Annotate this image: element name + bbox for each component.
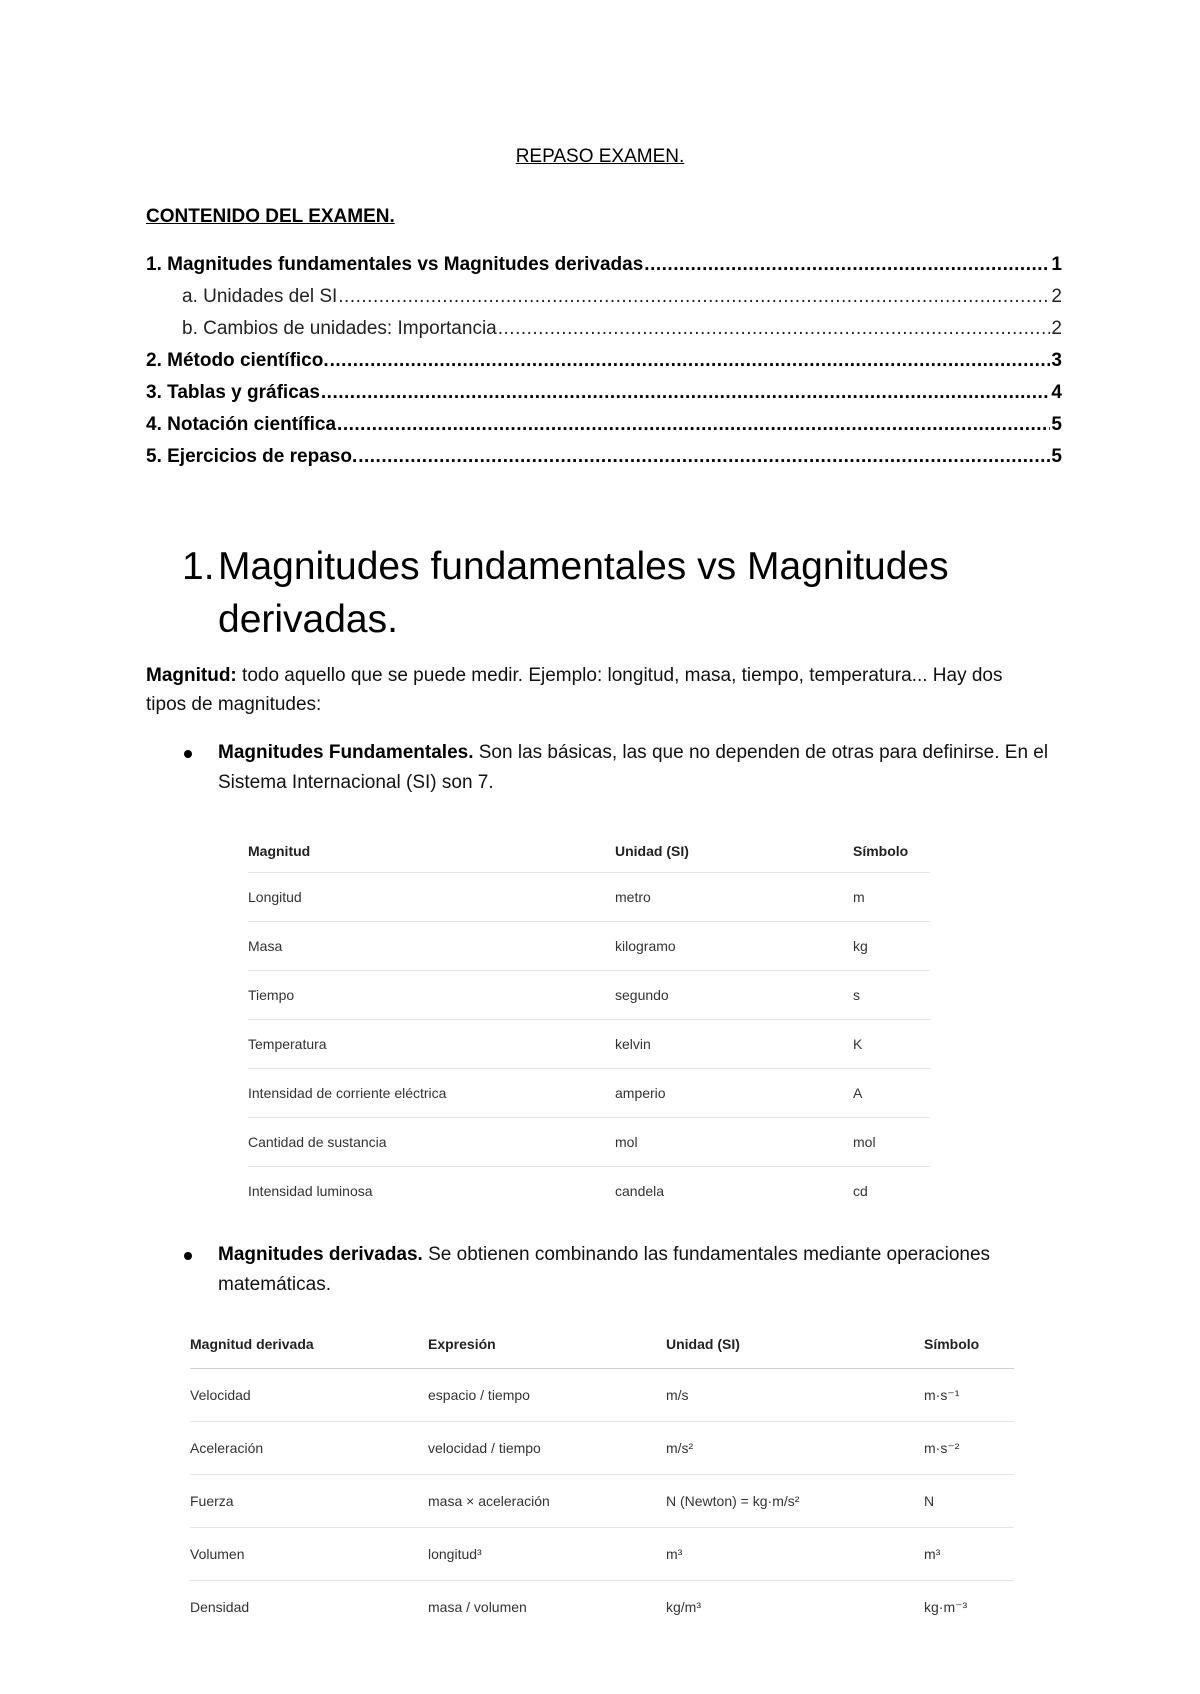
table-row: [248, 1118, 930, 1167]
toc-entry-page: 3: [1051, 350, 1062, 371]
table-cell: m·s⁻¹: [924, 1369, 1014, 1422]
derived-magnitudes-table: [190, 1320, 1014, 1633]
table-row: [190, 1581, 1014, 1634]
bullet-term: Magnitudes derivadas.: [218, 1244, 423, 1265]
toc-heading: CONTENIDO DEL EXAMEN.: [146, 206, 395, 227]
column-header: Unidad (SI): [615, 843, 689, 859]
table-row: [190, 1528, 1014, 1581]
toc-entry-page: 1: [1051, 254, 1062, 275]
table-header-row: [248, 830, 930, 873]
toc-entry[interactable]: [146, 318, 1062, 350]
toc-entry-page: 2: [1051, 286, 1062, 307]
bullet-item: [182, 1240, 1062, 1300]
table-cell: velocidad / tiempo: [428, 1422, 666, 1475]
definition-paragraph: [146, 661, 1046, 719]
table-cell: Intensidad luminosa: [248, 1167, 615, 1216]
column-header: Expresión: [428, 1320, 666, 1369]
table-row: [248, 1069, 930, 1118]
table-row: [248, 922, 930, 971]
definition-term: Magnitud:: [146, 665, 237, 686]
table-cell: Longitud: [248, 873, 615, 922]
table-row: [190, 1475, 1014, 1528]
toc-leader-dots: [330, 350, 1051, 372]
bullet-dot-icon: [184, 750, 192, 758]
table-cell: s: [853, 971, 930, 1020]
table-cell: m: [853, 873, 930, 922]
toc-entry-label: 3. Tablas y gráficas: [146, 382, 320, 403]
table-cell: espacio / tiempo: [428, 1369, 666, 1422]
table-cell: kg/m³: [666, 1581, 924, 1634]
table-of-contents: [146, 254, 1062, 478]
table-cell: m/s: [666, 1369, 924, 1422]
table-row: [248, 873, 930, 922]
table-cell: Velocidad: [190, 1369, 428, 1422]
toc-entry[interactable]: [146, 446, 1062, 478]
toc-leader-dots: [338, 286, 1050, 308]
column-header: Símbolo: [924, 1320, 1014, 1369]
column-header: Símbolo: [853, 843, 909, 859]
table-row: [248, 971, 930, 1020]
table-cell: N: [924, 1475, 1014, 1528]
table-cell: Cantidad de sustancia: [248, 1118, 615, 1167]
table-cell: K: [853, 1020, 930, 1069]
table-cell: Masa: [248, 922, 615, 971]
table-cell: kilogramo: [615, 922, 853, 971]
table-row: [190, 1422, 1014, 1475]
table-cell: cd: [853, 1167, 930, 1216]
table-cell: kg: [853, 922, 930, 971]
toc-entry-label: 5. Ejercicios de repaso.: [146, 446, 358, 467]
table-cell: m³: [924, 1528, 1014, 1581]
bullet-term: Magnitudes Fundamentales.: [218, 742, 474, 763]
toc-entry-label: 1. Magnitudes fundamentales vs Magnitudes derivadas: [146, 254, 644, 275]
bullet-description: Son las básicas, las que no dependen de otras para definirse. En el Sistema Internacional (SI) son 7.: [218, 742, 1049, 793]
table-cell: N (Newton) = kg·m/s²: [666, 1475, 924, 1528]
definition-text: todo aquello que se puede medir. Ejemplo: longitud, masa, tiempo, temperatura... Hay dos tipos de magnitudes:: [146, 665, 1003, 715]
toc-entry-page: 2: [1051, 318, 1062, 339]
toc-entry-label: 2. Método científico.: [146, 350, 329, 371]
column-header: Unidad (SI): [666, 1320, 924, 1369]
toc-entry-page: 4: [1051, 382, 1062, 403]
table-cell: masa × aceleración: [428, 1475, 666, 1528]
table-cell: Tiempo: [248, 971, 615, 1020]
table-cell: Aceleración: [190, 1422, 428, 1475]
bullet-dot-icon: [184, 1252, 192, 1260]
table-row: [190, 1369, 1014, 1422]
table-cell: mol: [615, 1118, 853, 1167]
table-row: [248, 1167, 930, 1216]
table-cell: metro: [615, 873, 853, 922]
table-cell: Densidad: [190, 1581, 428, 1634]
table-cell: Fuerza: [190, 1475, 428, 1528]
section-number: 1.: [182, 545, 215, 588]
toc-leader-dots: [337, 414, 1050, 436]
column-header: Magnitud derivada: [190, 1320, 428, 1369]
table-cell: Intensidad de corriente eléctrica: [248, 1069, 615, 1118]
bullet-text: [182, 1240, 1062, 1300]
table-cell: m³: [666, 1528, 924, 1581]
toc-entry-label: b. Cambios de unidades: Importancia: [182, 318, 497, 339]
table-cell: Temperatura: [248, 1020, 615, 1069]
section-title: Magnitudes fundamentales vs Magnitudes derivadas.: [218, 545, 949, 641]
table-cell: candela: [615, 1167, 853, 1216]
toc-entry[interactable]: [146, 382, 1062, 414]
table-cell: kg·m⁻³: [924, 1581, 1014, 1634]
table-cell: amperio: [615, 1069, 853, 1118]
fundamental-magnitudes-table: [248, 830, 930, 1215]
toc-entry-page: 5: [1051, 446, 1062, 467]
toc-leader-dots: [358, 446, 1050, 468]
table-row: [248, 1020, 930, 1069]
table-cell: masa / volumen: [428, 1581, 666, 1634]
table-header-row: [190, 1320, 1014, 1369]
bullet-item: [182, 738, 1062, 798]
toc-entry-label: 4. Notación científica: [146, 414, 337, 435]
toc-leader-dots: [644, 254, 1050, 276]
section-heading: [182, 540, 1062, 646]
document-title: REPASO EXAMEN.: [515, 146, 685, 167]
table-cell: Volumen: [190, 1528, 428, 1581]
toc-entry-label: a. Unidades del SI: [182, 286, 338, 307]
bullet-text: [182, 738, 1062, 798]
column-header: Magnitud: [248, 843, 311, 859]
toc-entry-page: 5: [1051, 414, 1062, 435]
toc-leader-dots: [321, 382, 1051, 404]
toc-entry[interactable]: [146, 414, 1062, 446]
table-cell: A: [853, 1069, 930, 1118]
table-cell: kelvin: [615, 1020, 853, 1069]
toc-entry[interactable]: [146, 286, 1062, 318]
table-cell: longitud³: [428, 1528, 666, 1581]
toc-leader-dots: [498, 318, 1051, 340]
toc-entry[interactable]: [146, 254, 1062, 286]
table-cell: segundo: [615, 971, 853, 1020]
table-cell: mol: [853, 1118, 930, 1167]
table-cell: m·s⁻²: [924, 1422, 1014, 1475]
bullet-description: Se obtienen combinando las fundamentales mediante operaciones matemáticas.: [218, 1244, 991, 1295]
toc-entry[interactable]: [146, 350, 1062, 382]
table-cell: m/s²: [666, 1422, 924, 1475]
